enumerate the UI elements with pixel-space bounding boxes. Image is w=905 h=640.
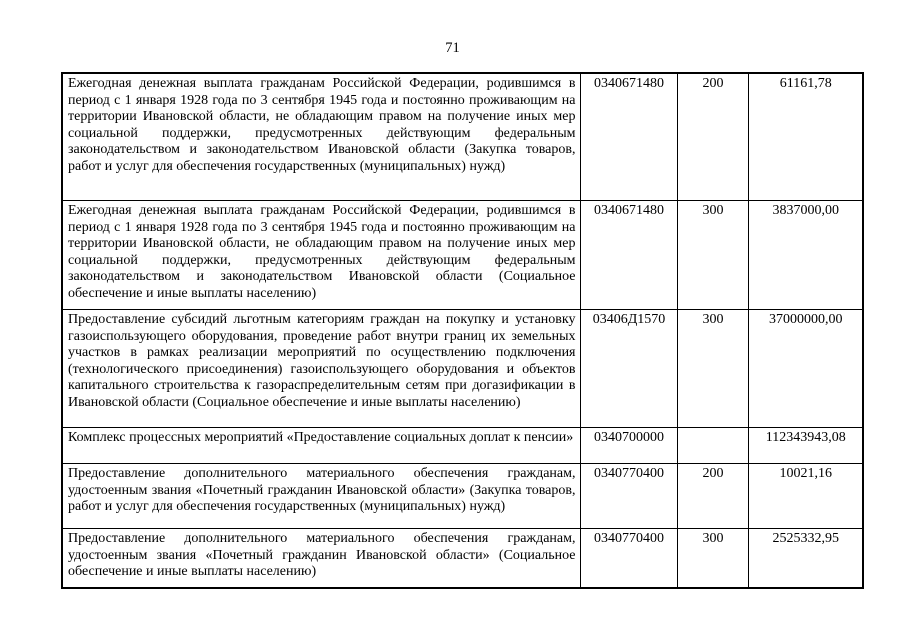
expense-type-cell: 200: [677, 73, 748, 201]
amount-cell: 10021,16: [748, 464, 863, 529]
description-cell: Предоставление субсидий льготным категориям граждан на покупку и установку газоиспользующего оборудования, проведение работ внутри границ их земельных участков в рамках реализации мероприятий по осуществлению подключения (технологического присоединения) газоиспользующего оборудования и объектов капитального строительства к газораспределительным сетям при догазификации в Ивановской области (Социальное обеспечение и иные выплаты населению): [62, 310, 580, 428]
expense-type-cell: 300: [677, 310, 748, 428]
description-cell: Комплекс процессных мероприятий «Предоставление социальных доплат к пенсии»: [62, 428, 580, 464]
table-row: [62, 73, 863, 201]
expense-type-cell: 300: [677, 529, 748, 589]
table-row: [62, 428, 863, 464]
amount-cell: 2525332,95: [748, 529, 863, 589]
amount-cell: 112343943,08: [748, 428, 863, 464]
code-cell: 0340770400: [580, 464, 677, 529]
code-cell: 0340770400: [580, 529, 677, 589]
description-cell: Ежегодная денежная выплата гражданам Российской Федерации, родившимся в период с 1 января 1928 года по 3 сентября 1945 года и постоянно проживающим на территории Ивановской области, не обладающим правом на получение иных мер социальной поддержки, предусмотренных действующим федеральным законодательством и законодательством Ивановской области (Социальное обеспечение и иные выплаты населению): [62, 201, 580, 310]
description-cell: Ежегодная денежная выплата гражданам Российской Федерации, родившимся в период с 1 января 1928 года по 3 сентября 1945 года и постоянно проживающим на территории Ивановской области, не обладающим правом на получение иных мер социальной поддержки, предусмотренных действующим федеральным законодательством и законодательством Ивановской области (Закупка товаров, работ и услуг для обеспечения государственных (муниципальных) нужд): [62, 73, 580, 201]
budget-table: [61, 72, 864, 589]
table-row: [62, 310, 863, 428]
code-cell: 0340671480: [580, 73, 677, 201]
amount-cell: 37000000,00: [748, 310, 863, 428]
expense-type-cell: 200: [677, 464, 748, 529]
description-cell: Предоставление дополнительного материального обеспечения гражданам, удостоенным звания «Почетный гражданин Ивановской области» (Закупка товаров, работ и услуг для обеспечения государственных (муниципальных) нужд): [62, 464, 580, 529]
code-cell: 0340671480: [580, 201, 677, 310]
code-cell: 0340700000: [580, 428, 677, 464]
table-row: [62, 529, 863, 589]
amount-cell: 61161,78: [748, 73, 863, 201]
page-number: 71: [445, 40, 460, 56]
table-row: [62, 201, 863, 310]
expense-type-cell: [677, 428, 748, 464]
table-row: [62, 464, 863, 529]
amount-cell: 3837000,00: [748, 201, 863, 310]
expense-type-cell: 300: [677, 201, 748, 310]
code-cell: 03406Д1570: [580, 310, 677, 428]
description-cell: Предоставление дополнительного материального обеспечения гражданам, удостоенным звания «Почетный гражданин Ивановской области» (Социальное обеспечение и иные выплаты населению): [62, 529, 580, 589]
